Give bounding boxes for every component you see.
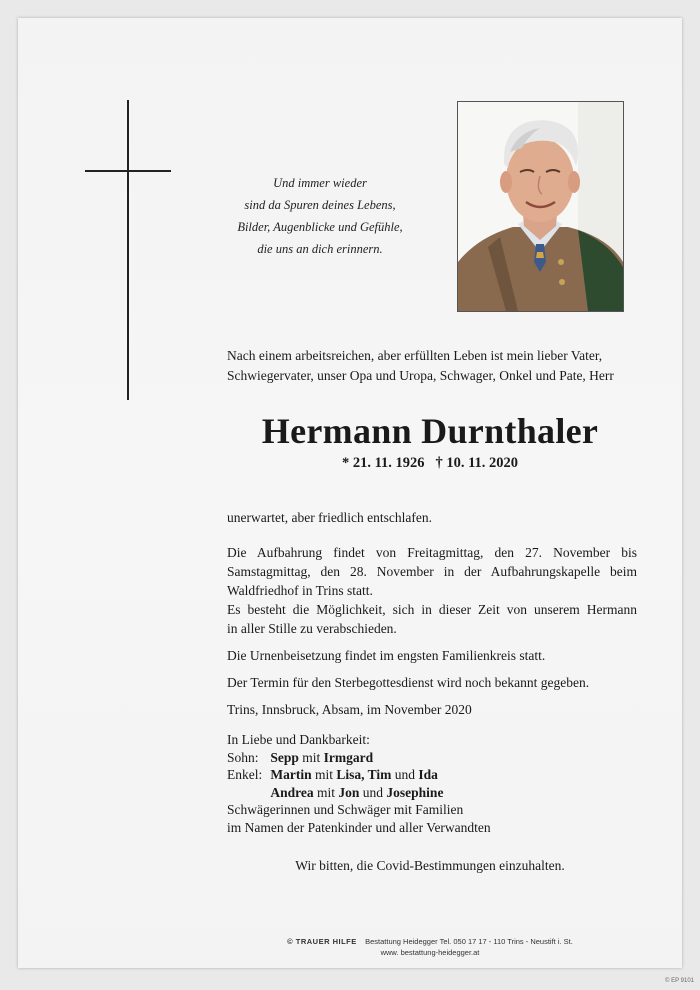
memorial-quote [220, 172, 420, 260]
great-grandchild: Jon [338, 784, 360, 800]
template-code: © EP 9101 [665, 978, 694, 984]
son-partner: Irmgard [323, 749, 374, 765]
cross-icon-bar [85, 170, 171, 172]
footer [180, 936, 680, 958]
in-laws-line: Schwägerinnen und Schwäger mit Familien [227, 802, 464, 817]
godchildren-line: im Namen der Patenkinder und aller Verwandten [227, 819, 491, 835]
und-word: und [394, 767, 416, 782]
mit-word: mit [302, 749, 321, 765]
undertaker-info: Bestattung Heidegger Tel. 050 17 17 - 110 Trins - Neustift i. St. [365, 937, 573, 946]
birth-date: * 21. 11. 1926 [341, 455, 425, 471]
grandchildren-label: Enkel: [227, 767, 263, 782]
great-grandchildren: Lisa, Tim [336, 767, 392, 782]
family-list [227, 731, 637, 836]
viewing-line: Die Aufbahrung findet von Freitagmittag, den 27. November bis [227, 545, 637, 560]
family-row-son [227, 749, 637, 767]
deceased-name: Hermann Durnthaler [261, 411, 599, 451]
viewing-line: Samstagmittag, den 28. November in der Aufbahrungskapelle beim [227, 564, 637, 579]
grandchild-name: Martin [270, 767, 312, 782]
great-grandchild: Josephine [386, 784, 444, 800]
passing-statement: unerwartet, aber friedlich entschlafen. [227, 510, 433, 525]
death-date: † 10. 11. 2020 [435, 455, 519, 471]
viewing-paragraph [227, 543, 637, 638]
family-greeting: In Liebe und Dankbarkeit: [227, 732, 370, 747]
place-date-text: Trins, Innsbruck, Absam, im November 2020 [227, 702, 472, 717]
intro-text [227, 346, 647, 386]
cross-icon [127, 100, 129, 400]
intro-line: Nach einem arbeitsreichen, aber erfüllten Leben ist mein lieber Vater, [227, 348, 603, 363]
quote-line: sind da Spuren deines Lebens, [244, 198, 396, 212]
quote-line: Bilder, Augenblicke und Gefühle, [237, 220, 403, 234]
obituary-body [227, 508, 637, 836]
great-grandchild: Ida [418, 767, 438, 782]
urn-burial-text: Die Urnenbeisetzung findet im engsten Familienkreis statt. [227, 648, 546, 663]
life-dates [180, 455, 680, 472]
portrait-photo [457, 101, 624, 312]
quote-line: die uns an dich erinnern. [257, 242, 383, 256]
family-row-grandchildren-2 [227, 784, 637, 802]
grandchild-name: Andrea [270, 784, 314, 800]
viewing-line: Waldfriedhof in Trins statt. [227, 583, 373, 598]
und-word: und [362, 784, 384, 800]
intro-line: Schwiegervater, unser Opa und Uropa, Schwager, Onkel und Pate, Herr [227, 368, 614, 383]
website-link[interactable]: www. bestattung-heidegger.at [380, 948, 480, 957]
mit-word: mit [317, 784, 336, 800]
mit-word: mit [315, 767, 334, 782]
trauerhilfe-logo: © TRAUER HILFE [287, 937, 357, 946]
mass-notice-text: Der Termin für den Sterbegottesdienst wird noch bekannt gegeben. [227, 675, 590, 690]
quote-line: Und immer wieder [273, 176, 367, 190]
viewing-line: Es besteht die Möglichkeit, sich in dieser Zeit von unserem Hermann [227, 602, 637, 617]
family-row-grandchildren [227, 766, 637, 784]
viewing-line: in aller Stille zu verabschieden. [227, 621, 397, 636]
son-name: Sepp [270, 749, 299, 765]
covid-notice: Wir bitten, die Covid-Bestimmungen einzuhalten. [295, 858, 565, 873]
son-label: Sohn: [227, 749, 259, 765]
